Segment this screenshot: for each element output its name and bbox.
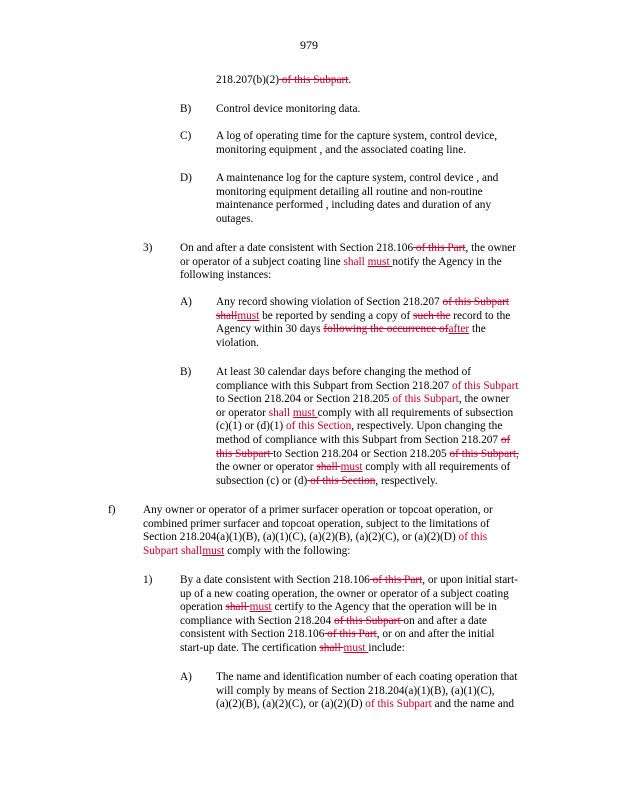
item-text: By a date consistent with Section 218.106 of this Part, or upon initial start- up of a new coating operation, the owner or operator of a subject coating operation shall must certify to the Agency that the operation will be in compliance with Section 218.204 of this Subpart on and after a date consistent with Section 218.106 of this Part, or on and after the initial start-up date. The certification shall must include: bbox=[180, 574, 518, 654]
item-label: 3) bbox=[143, 242, 153, 254]
item-label: B) bbox=[180, 366, 192, 378]
item-label: f) bbox=[108, 504, 116, 516]
item-text: Any record showing violation of Section 218.207 of this Subpart shallmust be reported by sending a copy of such the record to the Agency within 30 days following the occurrence ofafter the violation. bbox=[216, 296, 511, 349]
item-label: B) bbox=[180, 103, 192, 115]
item-text: A maintenance log for the capture system, control device , and monitoring equipment detailing all routine and non-routine maintenance performed , including dates and duration of any outages. bbox=[216, 172, 499, 225]
page-number: 979 bbox=[300, 38, 318, 52]
item-text: Any owner or operator of a primer surfacer operation or topcoat operation, or combined primer surfacer and topcoat operation, subject to the limitations of Section 218.204(a)(1)(B), (a)(1)(C), (a)(2)(B), (a)(2)(C), or (a)(2)(D) of this Subpart shallmust comply with the following: bbox=[143, 504, 493, 557]
continuation-text: 218.207(b)(2) of this Subpart. bbox=[216, 74, 352, 86]
item-text: Control device monitoring data. bbox=[216, 103, 361, 115]
item-label: 1) bbox=[143, 574, 153, 586]
item-text: The name and identification number of each coating operation that will comply by means of Section 218.204(a)(1)(B), (a)(1)(C), (a)(2)(B), (a)(2)(C), or (a)(2)(D) of this Subpart and the name and bbox=[216, 671, 518, 711]
item-text: On and after a date consistent with Section 218.106 of this Part, the owner or operator of a subject coating line shall must notify the Agency in the following instances: bbox=[180, 242, 517, 282]
item-text: At least 30 calendar days before changing the method of compliance with this Subpart from Section 218.207 of this Subpart to Section 218.204 or Section 218.205 of this Subpart, the owner or operator shall must comply with all requirements of subsection (c)(1) or (d)(1) of this Section, respectively. Upon changing the method of compliance with this Subpart from Section 218.207 of this Subpart to Section 218.204 or Section 218.205 of this Subpart, the owner or operator shall must comply with all requirements of subsection (c) or (d) of this Section, respectively. bbox=[216, 366, 519, 487]
item-label: A) bbox=[180, 671, 192, 683]
item-label: C) bbox=[180, 130, 192, 142]
item-text: A log of operating time for the capture system, control device, monitoring equipment , and the associated coating line. bbox=[216, 130, 498, 156]
item-label: D) bbox=[180, 172, 192, 184]
item-label: A) bbox=[180, 296, 192, 308]
